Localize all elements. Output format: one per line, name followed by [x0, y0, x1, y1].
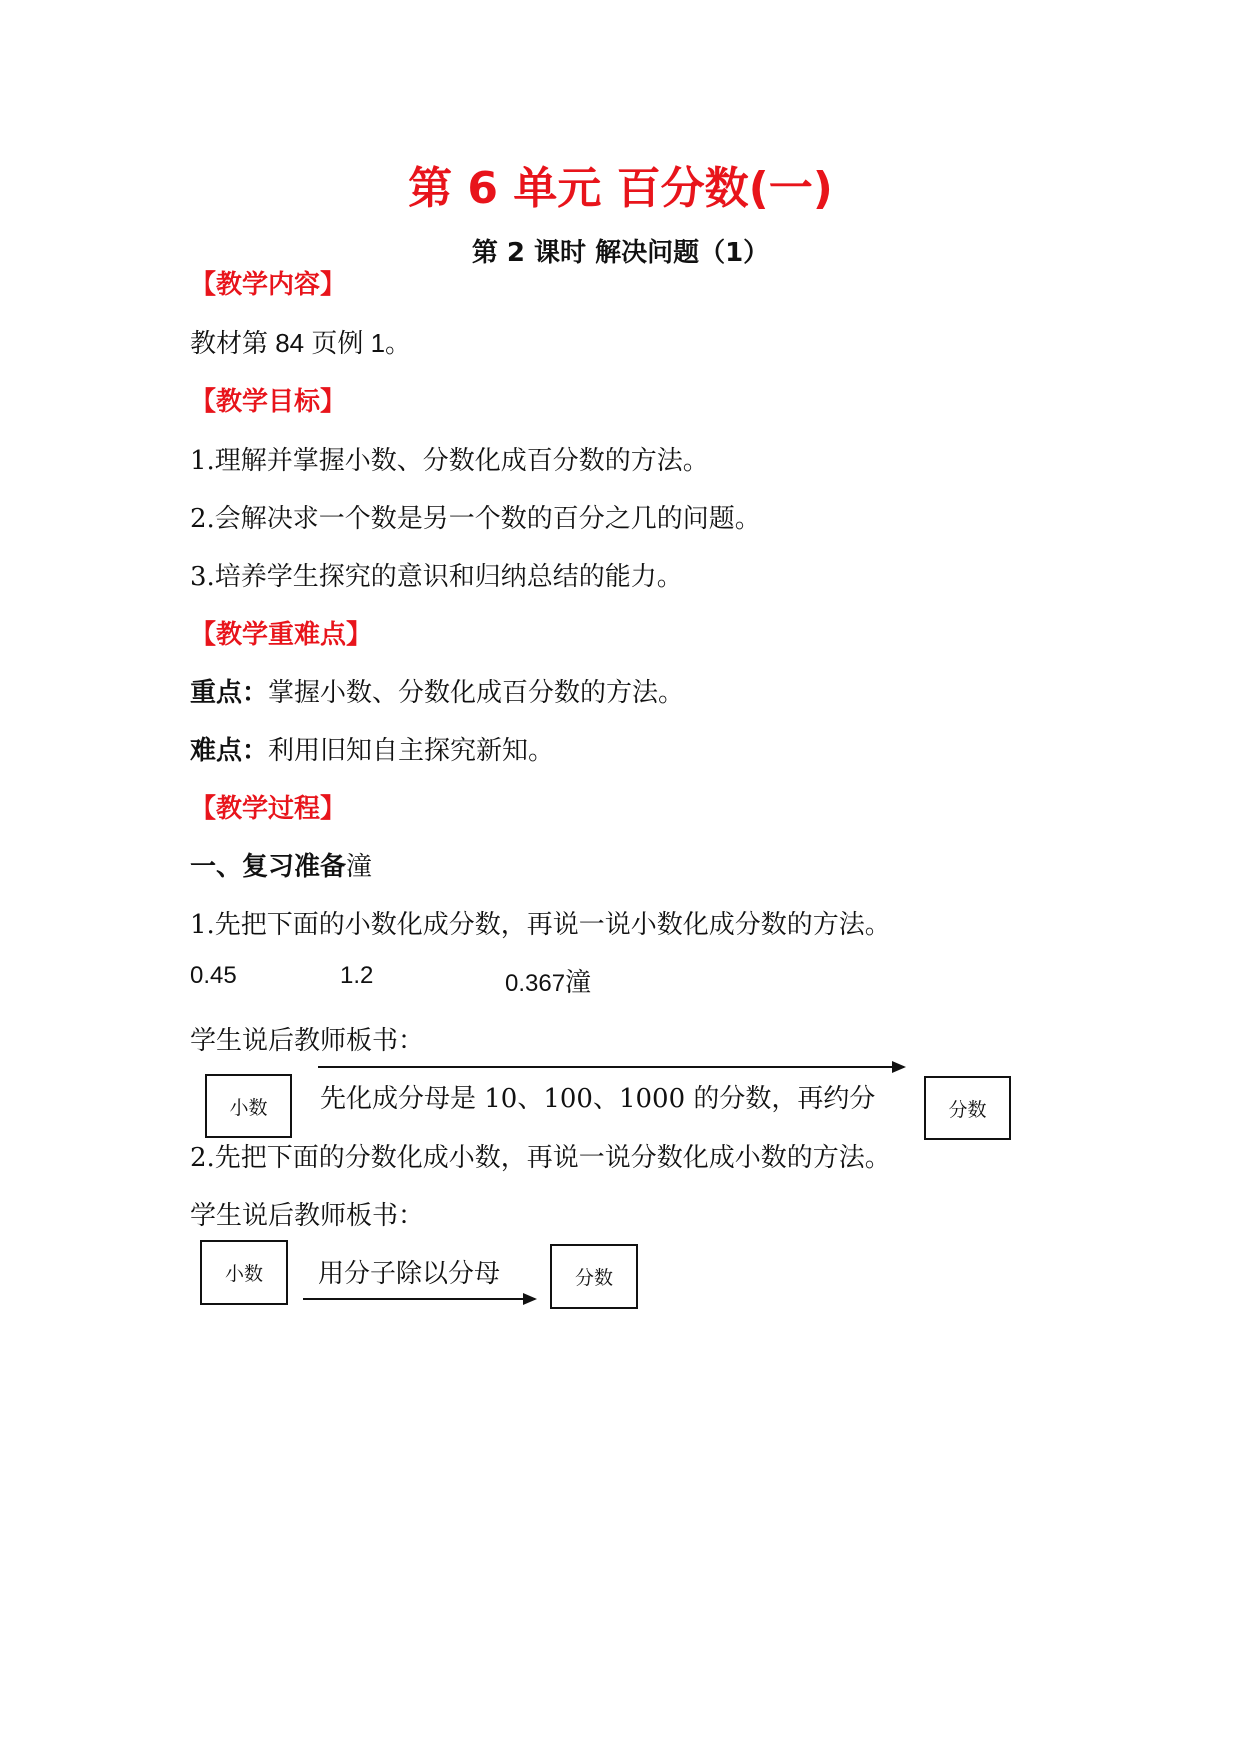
goal-item-2: 2.会解决求一个数是另一个数的百分之几的问题。: [190, 504, 761, 534]
question-1: 1.先把下面的小数化成分数，再说一说小数化成分数的方法。: [190, 910, 891, 940]
key-point-line: [190, 672, 684, 709]
fraction-box-2: 分数: [550, 1244, 638, 1309]
number-1: 0.45: [190, 962, 237, 989]
key-point-label: 重点：: [190, 678, 269, 708]
board-intro-1: 学生说后教师板书：: [190, 1026, 425, 1056]
question-2: 2.先把下面的分数化成小数，再说一说分数化成小数的方法。: [190, 1143, 891, 1173]
key-point-text: 掌握小数、分数化成百分数的方法。: [268, 678, 685, 708]
page-title: 第 6 单元 百分数(一): [408, 163, 833, 214]
arrow-fraction-to-decimal: [303, 1298, 535, 1300]
board-intro-2: 学生说后教师板书：: [190, 1201, 425, 1231]
content-text: 教材第 84 页例 1。: [190, 328, 412, 358]
fraction-box-1: 分数: [924, 1076, 1011, 1140]
difficulty-label: 难点：: [190, 736, 269, 766]
number-3: 0.367: [505, 970, 566, 997]
number-3-line: [505, 962, 591, 999]
diagram2-method-text: 用分子除以分母: [318, 1259, 501, 1289]
goal-item-1: 1.理解并掌握小数、分数化成百分数的方法。: [190, 446, 709, 476]
process-heading: 【教学过程】: [190, 794, 347, 824]
content-heading: 【教学内容】: [190, 270, 347, 300]
difficulty-text: 利用旧知自主探究新知。: [268, 736, 555, 766]
arrow-decimal-to-fraction: [318, 1066, 904, 1068]
number-3-tail: 潼: [565, 968, 592, 998]
review-heading: 一、复习准备: [190, 852, 347, 882]
diagram1-method-text: 先化成分母是 10、100、1000 的分数，再约分: [320, 1084, 876, 1114]
difficulty-line: [190, 730, 554, 767]
goal-item-3: 3.培养学生探究的意识和归纳总结的能力。: [190, 562, 683, 592]
number-2: 1.2: [340, 962, 374, 989]
lesson-subtitle: 第 2 课时 解决问题（1）: [471, 238, 770, 268]
goals-heading: 【教学目标】: [190, 387, 347, 417]
review-heading-line: [190, 846, 372, 883]
keypoints-heading: 【教学重难点】: [190, 620, 373, 650]
decimal-box-2: 小数: [200, 1240, 288, 1305]
decimal-box-1: 小数: [205, 1074, 292, 1138]
review-heading-tail: 潼: [346, 852, 373, 882]
